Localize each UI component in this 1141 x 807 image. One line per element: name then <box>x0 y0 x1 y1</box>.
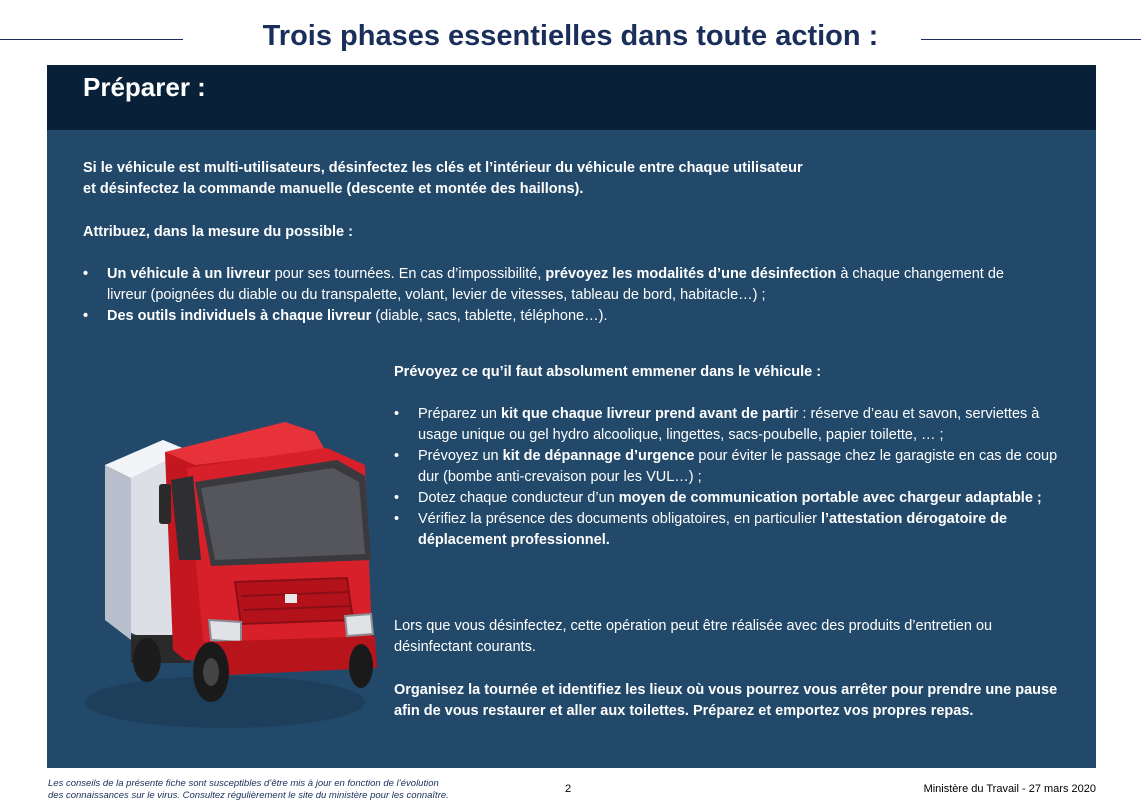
list-item: • Vérifiez la présence des documents obligatoires, en particulier l’attestation dérogatoire de déplacement professionnel. <box>394 509 1066 551</box>
disinfection-note: Lors que vous désinfectez, cette opération peut être réalisée avec des produits d’entretien ou désinfectant courants. <box>394 618 993 655</box>
footer-source: Ministère du Travail - 27 mars 2020 <box>923 783 1096 795</box>
red-truck-icon <box>75 410 385 735</box>
list-item: • Un véhicule à un livreur pour ses tournées. En cas d’impossibilité, prévoyez les modalités d’une désinfection à chaque changement de livreur (poignées du diable ou du transpalette, volant, levier de vitesses, tableau de bord, habitacle…) ; <box>83 264 1033 306</box>
equipment-list <box>394 404 1066 551</box>
list-item: • Préparez un kit que chaque livreur prend avant de partir : réserve d’eau et savon, serviettes à usage unique ou gel hydro alcoolique, lingettes, sacs-poubelle, papier toilette, … ; <box>394 404 1066 446</box>
intro-line-1: Si le véhicule est multi-utilisateurs, désinfectez les clés et l’intérieur du véhicule entre chaque utilisateur <box>83 160 803 176</box>
panel-heading: Préparer : <box>83 72 206 102</box>
page-number: 2 <box>565 783 572 795</box>
attribuez-heading: Attribuez, dans la mesure du possible : <box>83 224 353 240</box>
intro-line-2: et désinfectez la commande manuelle (descente et montée des haillons). <box>83 181 584 197</box>
page-title: Trois phases essentielles dans toute action : <box>262 20 879 52</box>
list-item: • Prévoyez un kit de dépannage d’urgence pour éviter le passage chez le garagiste en cas de coup dur (bombe anti-crevaison pour les VUL…) ; <box>394 446 1066 488</box>
disclaimer-line-2: des connaissances sur le virus. Consultez régulièrement le site du ministère pour les connaître. <box>48 790 449 801</box>
attribution-list <box>83 264 1033 327</box>
disclaimer-line-1: Les conseils de la présente fiche sont susceptibles d’être mis à jour en fonction de l’évolution <box>48 778 439 789</box>
panel-header <box>47 65 1096 130</box>
list-item: • Dotez chaque conducteur d’un moyen de communication portable avec chargeur adaptable ; <box>394 488 1066 509</box>
intro-paragraph <box>83 158 1083 200</box>
list-item: • Des outils individuels à chaque livreur (diable, sacs, tablette, téléphone…). <box>83 306 1033 327</box>
footer-disclaimer <box>48 778 449 802</box>
organisation-note: Organisez la tournée et identifiez les lieux où vous pourrez vous arrêter pour prendre une pause afin de vous restaurer et aller aux toilettes. Préparez et emportez vos propres repas. <box>394 682 1058 719</box>
prevoyez-heading: Prévoyez ce qu’il faut absolument emmener dans le véhicule : <box>394 364 822 380</box>
